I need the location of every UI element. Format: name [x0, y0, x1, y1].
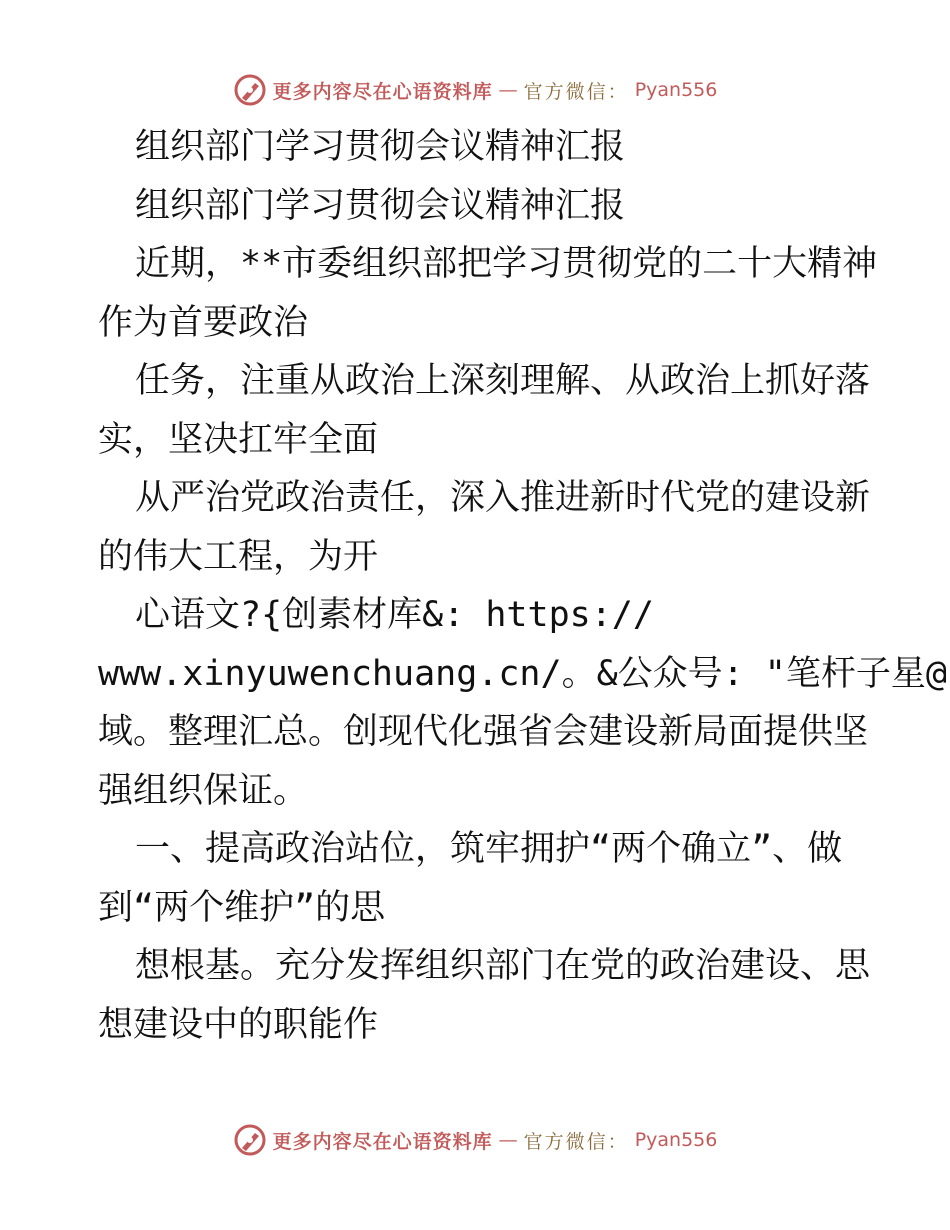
doc-line: 想根基。充分发挥组织部门在党的政治建设、思 [135, 946, 871, 986]
banner-dash: — [498, 79, 518, 101]
doc-line: www.xinyuwenchuang.cn/。&公众号: "笔杆子星@ [98, 653, 947, 694]
doc-line: 想建设中的职能作 [98, 1004, 379, 1045]
doc-line: 近期，**市委组织部把学习贯彻党的二十大精神 [135, 244, 878, 284]
pen-logo-icon [233, 1123, 267, 1157]
footer-watermark-banner [0, 1120, 950, 1160]
doc-line: 作为首要政治 [98, 302, 309, 343]
banner-brand-text: 更多内容尽在心语资料库 [272, 80, 493, 103]
doc-line: 任务，注重从政治上深刻理解、从政治上抓好落 [135, 361, 871, 401]
header-watermark-banner [0, 70, 950, 110]
banner-brand-text: 更多内容尽在心语资料库 [272, 1130, 493, 1153]
doc-subtitle: 组织部门学习贯彻会议精神汇报 [135, 185, 626, 226]
banner-wechat-handle: Pyan556 [634, 1129, 718, 1151]
doc-line: 域。整理汇总。创现代化强省会建设新局面提供坚 [98, 712, 869, 752]
doc-line: 从严治党政治责任，深入推进新时代党的建设新 [135, 478, 871, 518]
pen-logo-icon [233, 73, 267, 107]
document-body [98, 118, 947, 1054]
banner-wechat-handle: Pyan556 [634, 79, 718, 101]
doc-title: 组织部门学习贯彻会议精神汇报 [135, 127, 626, 167]
doc-line: 强组织保证。 [98, 770, 309, 811]
doc-line: 到“两个维护”的思 [98, 887, 386, 928]
banner-dash: — [498, 1129, 518, 1151]
doc-section-heading: 一、提高政治站位，筑牢拥护“两个确立”、做 [135, 829, 843, 869]
doc-line: 心语文?{创素材库&: https:// [135, 595, 654, 635]
banner-wechat-label: 官方微信： [523, 80, 629, 103]
doc-line: 的伟大工程，为开 [98, 536, 379, 577]
doc-line: 实，坚决扛牢全面 [98, 419, 379, 460]
banner-wechat-label: 官方微信： [523, 1130, 629, 1153]
